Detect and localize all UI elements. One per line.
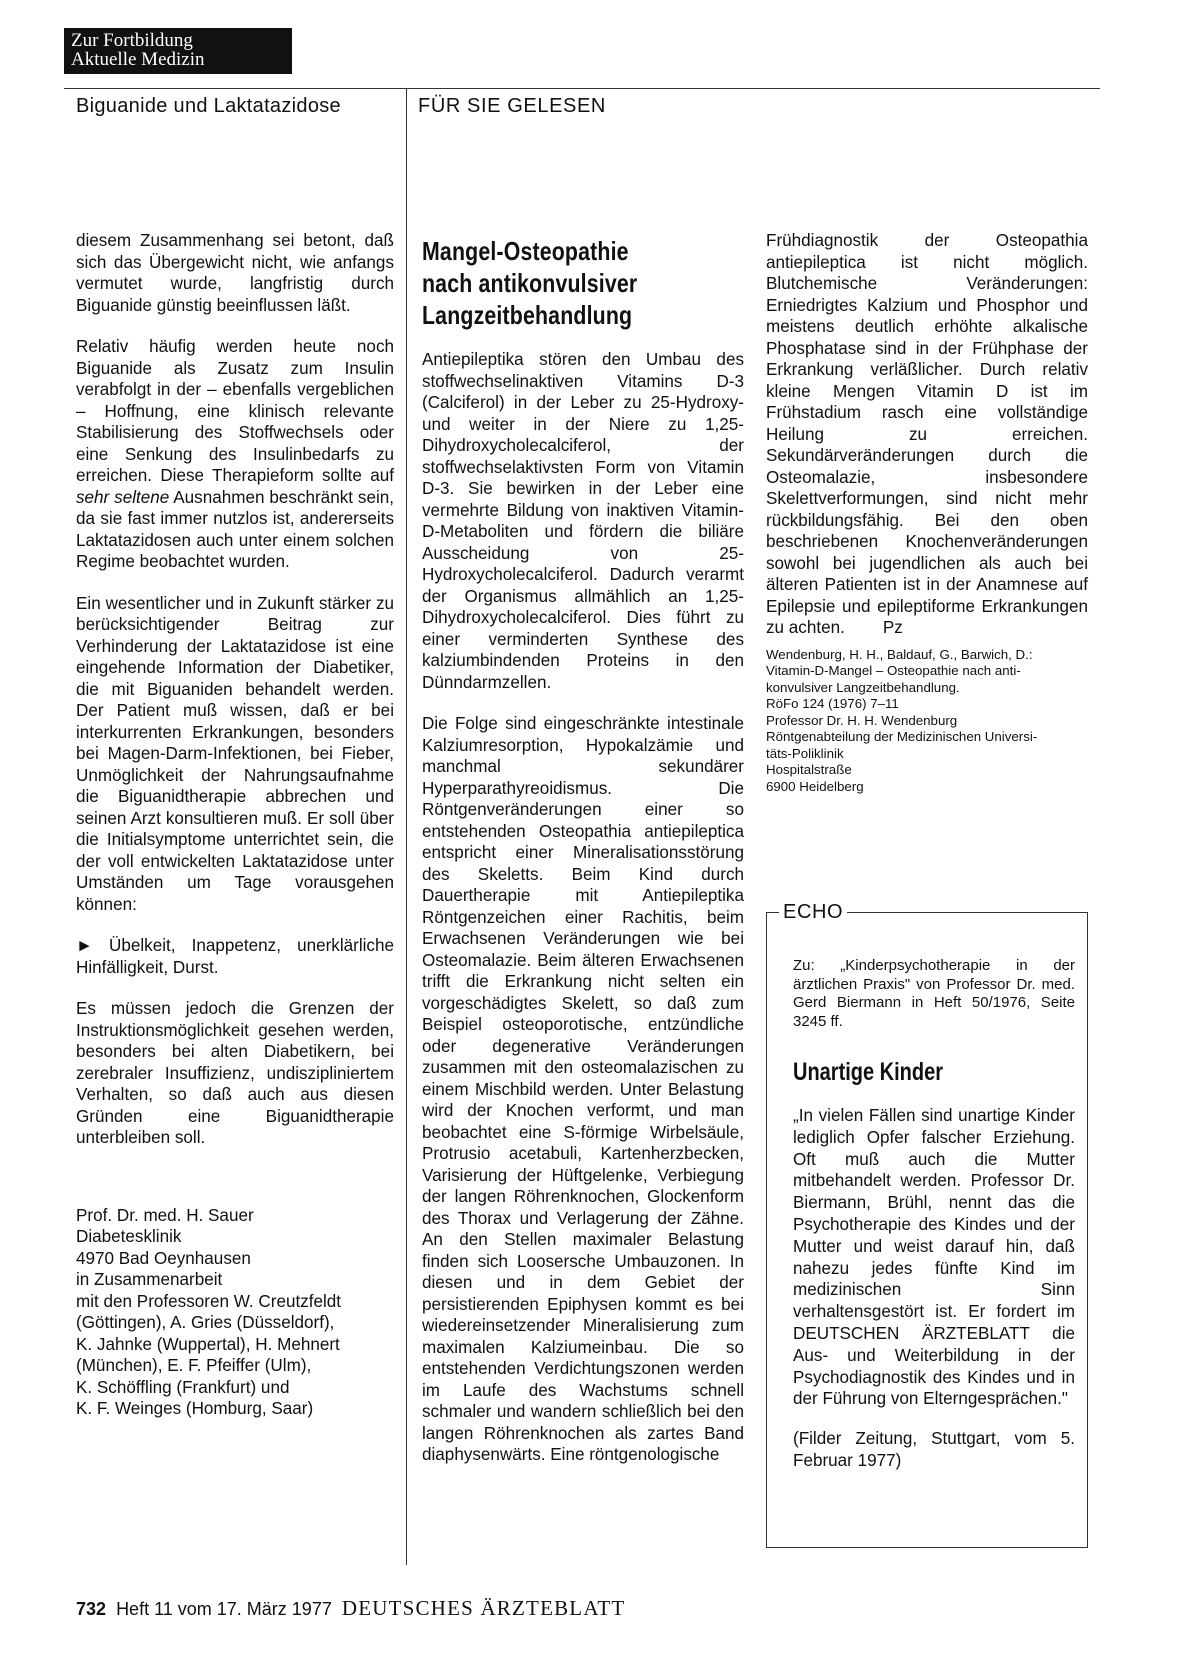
column-middle [422, 235, 744, 1486]
paragraph [76, 336, 394, 573]
bullet-paragraph: ► Übelkeit, Inappetenz, unerklärliche Hinfälligkeit, Durst. [76, 936, 394, 977]
echo-source: (Filder Zeitung, Stuttgart, vom 5. Februar 1977) [793, 1429, 1075, 1470]
column-left [76, 230, 394, 1420]
column-right [766, 230, 1088, 795]
running-head-right: FÜR SIE GELESEN [418, 95, 606, 117]
paragraph: diesem Zusammenhang sei betont, daß sich das Übergewicht nicht, wie anfangs vermutet wurde, langfristig durch Biguanide günstig beeinflussen läßt. [76, 231, 394, 315]
reference-line: Vitamin-D-Mangel – Osteopathie nach anti- [766, 663, 1021, 678]
text-run: Frühdiagnostik der Osteopathia antiepileptica ist nicht möglich. Blutchemische Veränderungen: Erniedrigtes Kalzium und Phosphor und meistens deutlich erhöhte alkalische Phosphatase sind in der Frühphase der Erkrankung verläßlicher. Durch relativ kleine Mengen Vitamin D ist im Frühstadium rasch eine vollständige Heilung zu erreichen. Sekundärveränderungen durch die Osteomalazie, insbesondere Skelettverformungen, sind nicht mehr rückbildungsfähig. Bei den oben beschriebenen Knochenveränderungen sowohl bei jugendlichen als auch bei älteren Patienten ist in der Anamnese auf Epilepsie und epileptiforme Erkrankungen zu achten. [766, 231, 1088, 637]
header-rule [64, 88, 1100, 89]
reference-line: 6900 Heidelberg [766, 778, 864, 794]
echo-title: Unartige Kinder [793, 1058, 944, 1086]
badge-line-2: Aktuelle Medizin [71, 49, 205, 70]
echo-content [793, 957, 1075, 1490]
title-line: Mangel-Osteopathie [422, 236, 629, 266]
text-run: Relativ häufig werden heute noch Biguanide als Zusatz zum Insulin verabfolgt in der – ebenfalls vergeblichen – Hoffnung, eine klinisch relevante Stabilisierung des Stoffwechsels oder eine Senkung des Insulinbedarfs zu erreichen. Diese Therapieform sollte auf [76, 337, 394, 485]
reference-line: Professor Dr. H. H. Wendenburg [766, 712, 958, 728]
section-badge [64, 28, 292, 74]
emphasis: sehr seltene [76, 487, 170, 507]
signature-line: (Göttingen), A. Gries (Düsseldorf), [76, 1313, 335, 1332]
paragraph: Die Folge sind eingeschränkte intestinale Kalziumresorption, Hypokalzämie und manchmal sekundärer Hyperparathyreoidismus. Die Röntgenveränderungen einer so entstehenden Osteopathia antiepileptica entspricht einer Mineralisationsstörung des Skeletts. Beim Kind durch Dauertherapie mit Antiepileptika Röntgenzeichen einer Rachitis, beim Erwachsenen Veränderungen wie bei Osteomalazie. Beim älteren Erwachsenen trifft die Erkrankung nicht selten ein vorgeschädigtes Skelett, so daß zum Beispiel osteoporotische, entzündliche oder degenerative Veränderungen zusammen mit den osteomalazischen zu einem Mischbild werden. Unter Belastung wird der Knochen verformt, und man beobachtet eine S-förmige Wirbelsäule, Protrusio acetabuli, Kartenherzbecken, Varisierung der Hüftgelenke, Verbiegung der langen Röhrenknochen, Glockenform des Thorax und Verlagerung der Zähne. An den Stellen maximaler Belastung finden sich Loosersche Umbauzonen. In diesen und in dem Gebiet der persistierenden Epiphysen kommt es bei wiedereinsetzender Mineralisierung zum maximalen Kalziumeinbau. Die so entstehenden Verdichtungszonen werden im Laufe des Wachstums schnell schmaler und wandern schließlich bei den langen Röhrenknochen als zartes Band diaphysenwärts. Eine röntgenologische [422, 714, 744, 1464]
reference-line: Wendenburg, H. H., Baldauf, G., Barwich, D.: [766, 646, 1033, 662]
title-line: nach antikonvulsiver [422, 268, 638, 298]
reference-line: konvulsiver Langzeitbehandlung. [766, 679, 960, 695]
echo-box [766, 901, 1088, 1548]
page-number: 732 [76, 1599, 107, 1619]
title-line: Langzeitbehandlung [422, 300, 633, 330]
paragraph: Es müssen jedoch die Grenzen der Instruktionsmöglichkeit gesehen werden, besonders bei alten Diabetikern, bei zerebraler Insuffizienz, undiszipliniertem Verhalten, so daß auch aus diesen Gründen eine Biguanidtherapie unterbleiben soll. [76, 999, 394, 1147]
signature-line: in Zusammenarbeit [76, 1270, 223, 1289]
column-divider [406, 88, 407, 1565]
signature-line: Prof. Dr. med. H. Sauer [76, 1205, 254, 1225]
running-head-left: Biguanide und Laktatazidose [76, 95, 341, 117]
author-initials: Pz [882, 618, 903, 637]
article-title [422, 235, 686, 331]
reference-line: täts-Poliklinik [766, 745, 844, 761]
signature-line: K. Jahnke (Wuppertal), H. Mehnert [76, 1334, 340, 1354]
echo-intro: Zu: „Kinderpsychotherapie in der ärztlichen Praxis" von Professor Dr. med. Gerd Biermann in Heft 50/1976, Seite 3245 ff. [793, 957, 1075, 1030]
signature-line: K. Schöffling (Frankfurt) und [76, 1377, 290, 1397]
issue-info: Heft 11 vom 17. März 1977 [116, 1599, 332, 1619]
page-footer [76, 1596, 625, 1621]
echo-body [793, 1105, 1075, 1472]
signature-line: mit den Professoren W. Creutzfeldt [76, 1291, 342, 1311]
reference-block [766, 647, 1088, 796]
reference-line: Röntgenabteilung der Medizinischen Universi- [766, 729, 1038, 744]
echo-label: ECHO [779, 901, 847, 924]
paragraph: Ein wesentlicher und in Zukunft stärker zu berücksichtigender Beitrag zur Verhinderung der Laktatazidose ist eine eingehende Information der Diabetiker, die mit Biguaniden behandelt werden. Der Patient muß wissen, daß er bei interkurrenten Erkrankungen, besonders bei Magen-Darm-Infektionen, bei Fieber, Unmöglichkeit der Nahrungsaufnahme die Biguanidtherapie abbrechen und seinen Arzt konsultieren muß. Er soll über die Initialsymptome unterrichtet sein, die der voll entwickelten Laktatazidose unter Umständen um Tage vorausgehen können: [76, 593, 394, 914]
badge-line-1: Zur Fortbildung [71, 30, 193, 51]
reference-line: Hospitalstraße [766, 762, 852, 777]
paragraph: Antiepileptika stören den Umbau des stoffwechselinaktiven Vitamins D-3 (Calciferol) in der Leber zu 25-Hydroxy- und weiter in der Niere zu 1,25-Dihydroxycholecalciferol, der stoffwechselaktivsten Form von Vitamin D-3. Sie bewirken in der Leber eine vermehrte Bildung von inaktiven Vitamin-D-Metaboliten und fördern die biliäre Ausscheidung von 25-Hydroxycholecalciferol. Dadurch verarmt der Organismus allmählich an 1,25-Dihydroxycholecalciferol. Dies führt zu einer verminderten Synthese des kalziumbindenden Proteins in den Dünndarmzellen. [422, 350, 744, 692]
text-run: Ausnahmen beschränkt sein, da sie fast immer nutzlos ist, andererseits Laktatazidosen auch unter einem solchen Regime beobachtet wurden. [76, 487, 395, 571]
echo-quote: „In vielen Fällen sind unartige Kinder lediglich Opfer falscher Erziehung. Oft muß auch die Mutter mitbehandelt werden. Professor Dr. Biermann, Brühl, nennt das die Psychotherapie des Kindes und der Mutter und weist darauf hin, daß nahezu jedes fünfte Kind im medizinischen Sinn verhaltensgestört ist. Er fordert im DEUTSCHEN ÄRZTEBLATT die Aus- und Weiterbildung in der Psychodiagnostik des Kindes und in der Führung von Elterngesprächen." [793, 1106, 1075, 1409]
magazine-name: DEUTSCHES ÄRZTEBLATT [341, 1596, 626, 1620]
signature-line: Diabetesklinik [76, 1227, 182, 1246]
signature-line: K. F. Weinges (Homburg, Saar) [76, 1399, 314, 1418]
signature-line: 4970 Bad Oeynhausen [76, 1248, 251, 1268]
author-signature [76, 1205, 394, 1420]
reference-line: RöFo 124 (1976) 7–11 [766, 696, 899, 711]
signature-line: (München), E. F. Pfeiffer (Ulm), [76, 1356, 312, 1375]
paragraph [766, 230, 1088, 639]
